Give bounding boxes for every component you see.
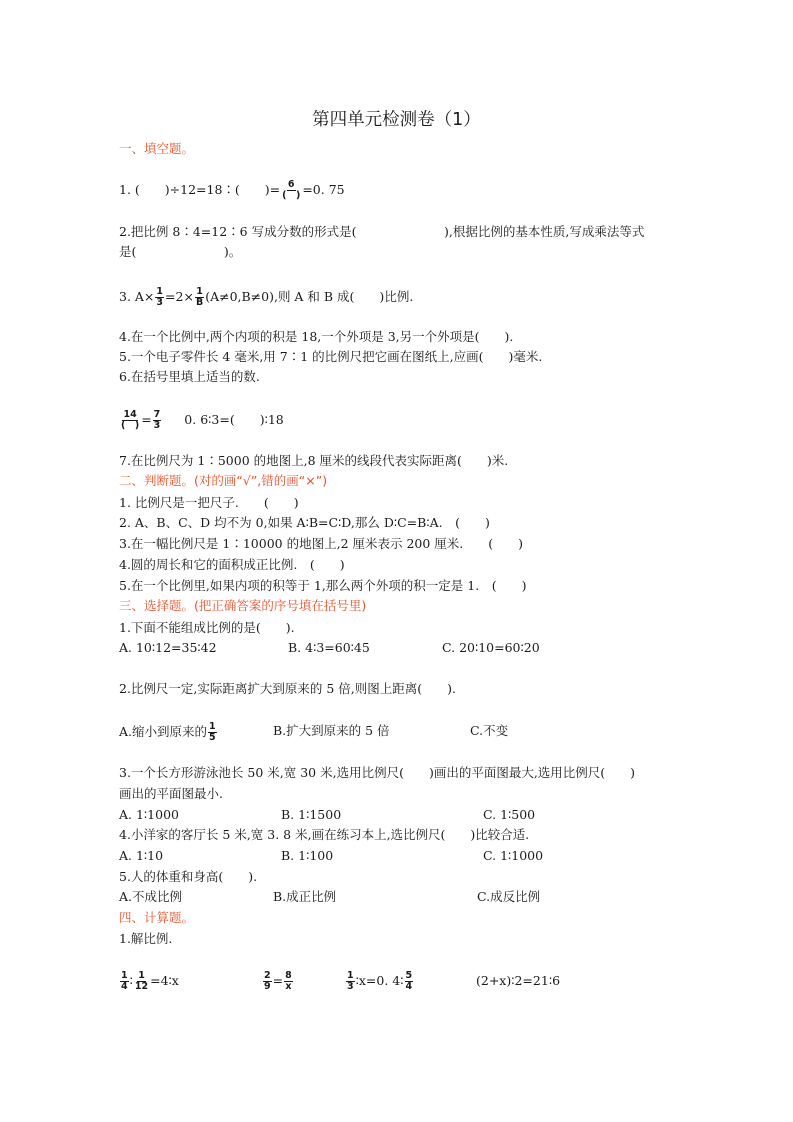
question-4: 4.在一个比例中,两个内项的积是 18,一个外项是 3,另一个外项是( ). — [119, 329, 514, 344]
choice-5: 5.人的体重和身高( ). — [119, 869, 258, 884]
choice-3-option-b: B. 1∶1500 — [281, 807, 342, 822]
choice-1-option-b: B. 4∶3=60∶45 — [288, 640, 370, 655]
q6-ratio: 0. 6∶3=( )∶18 — [184, 412, 284, 427]
calc2-fraction-1: $\frac{2}{9}$ — [264, 970, 271, 992]
section-calculation: 四、计算题。 — [119, 910, 195, 925]
calc-item-3: $\frac{1}{3}$ ∶x=0. 4∶ $\frac{5}{4}$ — [347, 970, 413, 992]
choice-5-option-b: B.成正比例 — [273, 889, 337, 904]
calc1-fraction-1: $\frac{1}{4}$ — [121, 970, 128, 992]
choice-5-option-c: C.成反比例 — [477, 889, 541, 904]
choice-4-option-c: C. 1∶1000 — [483, 848, 544, 863]
q3-fraction-2: $\frac{1}{B}$ — [195, 286, 204, 308]
calc-item-4: (2+x)∶2=21∶6 — [476, 973, 561, 988]
calc3-fraction-2: $\frac{5}{4}$ — [405, 970, 413, 992]
choice-1-option-a: A. 10∶12=35∶42 — [119, 640, 217, 655]
choice-2-option-a: A.缩小到原来的 $\frac{1}{5}$ — [119, 721, 216, 743]
choice-3-option-a: A. 1∶1000 — [119, 807, 179, 822]
choice-2-option-c: C.不变 — [470, 723, 509, 738]
section-fill-blank: 一、填空题。 — [119, 141, 195, 156]
question-2-line-2: 是( )。 — [119, 244, 242, 259]
judge-5: 5.在一个比例里,如果内项的积等于 1,那么两个外项的积一定是 1. ( ) — [119, 578, 527, 593]
judge-1: 1. 比例尺是一把尺子. ( ) — [119, 495, 299, 510]
q6-fraction-1: $\frac{14}{( )}$ — [121, 409, 140, 431]
q1-suffix: =0. 75 — [302, 182, 345, 197]
calc3-fraction-1: $\frac{1}{3}$ — [347, 970, 354, 992]
question-1 — [119, 180, 345, 201]
choice-3-option-c: C. 1∶500 — [483, 807, 536, 822]
question-7: 7.在比例尺为 1∶5000 的地图上,8 厘米的线段代表实际距离( )米. — [119, 453, 509, 468]
page-title: 第四单元检测卷（1） — [312, 110, 481, 130]
question-2-line-1: 2.把比例 8∶4=12∶6 写成分数的形式是( ),根据比例的基本性质,写成乘法等式 — [119, 224, 645, 239]
choice-4: 4.小洋家的客厅长 5 米,宽 3. 8 米,画在练习本上,选比例尺( )比较合适. — [119, 827, 530, 842]
choice-1: 1.下面不能组成比例的是( ). — [119, 620, 295, 635]
choice-4-option-b: B. 1∶100 — [281, 848, 334, 863]
c2-fraction: $\frac{1}{5}$ — [209, 721, 216, 743]
choice-4-option-a: A. 1∶10 — [119, 848, 164, 863]
calc-title: 1.解比例. — [119, 931, 173, 946]
calc2-fraction-2: $\frac{8}{x}$ — [285, 970, 292, 992]
choice-5-option-a: A.不成比例 — [119, 889, 183, 904]
choice-2: 2.比例尺一定,实际距离扩大到原来的 5 倍,则图上距离( ). — [119, 681, 457, 696]
question-3: 3. A× $\frac{1}{3}$ =2× $\frac{1}{B}$ (A≠0,B≠0),则 A 和 B 成( )比例. — [119, 286, 414, 308]
calc-item-2: $\frac{2}{9}$ = $\frac{8}{x}$ — [264, 970, 292, 992]
section-true-false: 二、判断题。(对的画“√”,错的画“×”) — [119, 473, 328, 488]
judge-2: 2. A、B、C、D 均不为 0,如果 A∶B=C∶D,那么 D∶C=B∶A. ( ) — [119, 515, 490, 530]
question-6: 6.在括号里填上适当的数. — [119, 369, 260, 384]
question-5: 5.一个电子零件长 4 毫米,用 7∶1 的比例尺把它画在图纸上,应画( )毫米. — [119, 349, 543, 364]
judge-3: 3.在一幅比例尺是 1∶10000 的地图上,2 厘米表示 200 厘米. ( ) — [119, 536, 524, 551]
q1-fraction: $\frac{6}{( )}$ — [282, 179, 301, 201]
judge-4: 4.圆的周长和它的面积成正比例. ( ) — [119, 557, 345, 572]
choice-3-line-1: 3.一个长方形游泳池长 50 米,宽 30 米,选用比例尺( )画出的平面图最大,选用比例尺( ) — [119, 765, 636, 780]
calc1-fraction-2: $\frac{1}{12}$ — [134, 970, 149, 992]
q6-fraction-2: $\frac{7}{3}$ — [153, 409, 161, 431]
q3-fraction-1: $\frac{1}{3}$ — [156, 286, 164, 308]
section-choice: 三、选择题。(把正确答案的序号填在括号里) — [119, 598, 367, 613]
calc-item-1: $\frac{1}{4}$ ∶ $\frac{1}{12}$ =4∶x — [121, 970, 179, 992]
choice-2-option-b: B.扩大到原来的 5 倍 — [273, 723, 390, 738]
q1-prefix: 1. ( )÷12=18∶( )= — [119, 182, 281, 197]
choice-1-option-c: C. 20∶10=60∶20 — [442, 640, 540, 655]
choice-3-line-2: 画出的平面图最小. — [119, 786, 223, 801]
question-6-items: $\frac{14}{( )}$ = $\frac{7}{3}$ 0. 6∶3=( )∶18 — [121, 409, 284, 431]
